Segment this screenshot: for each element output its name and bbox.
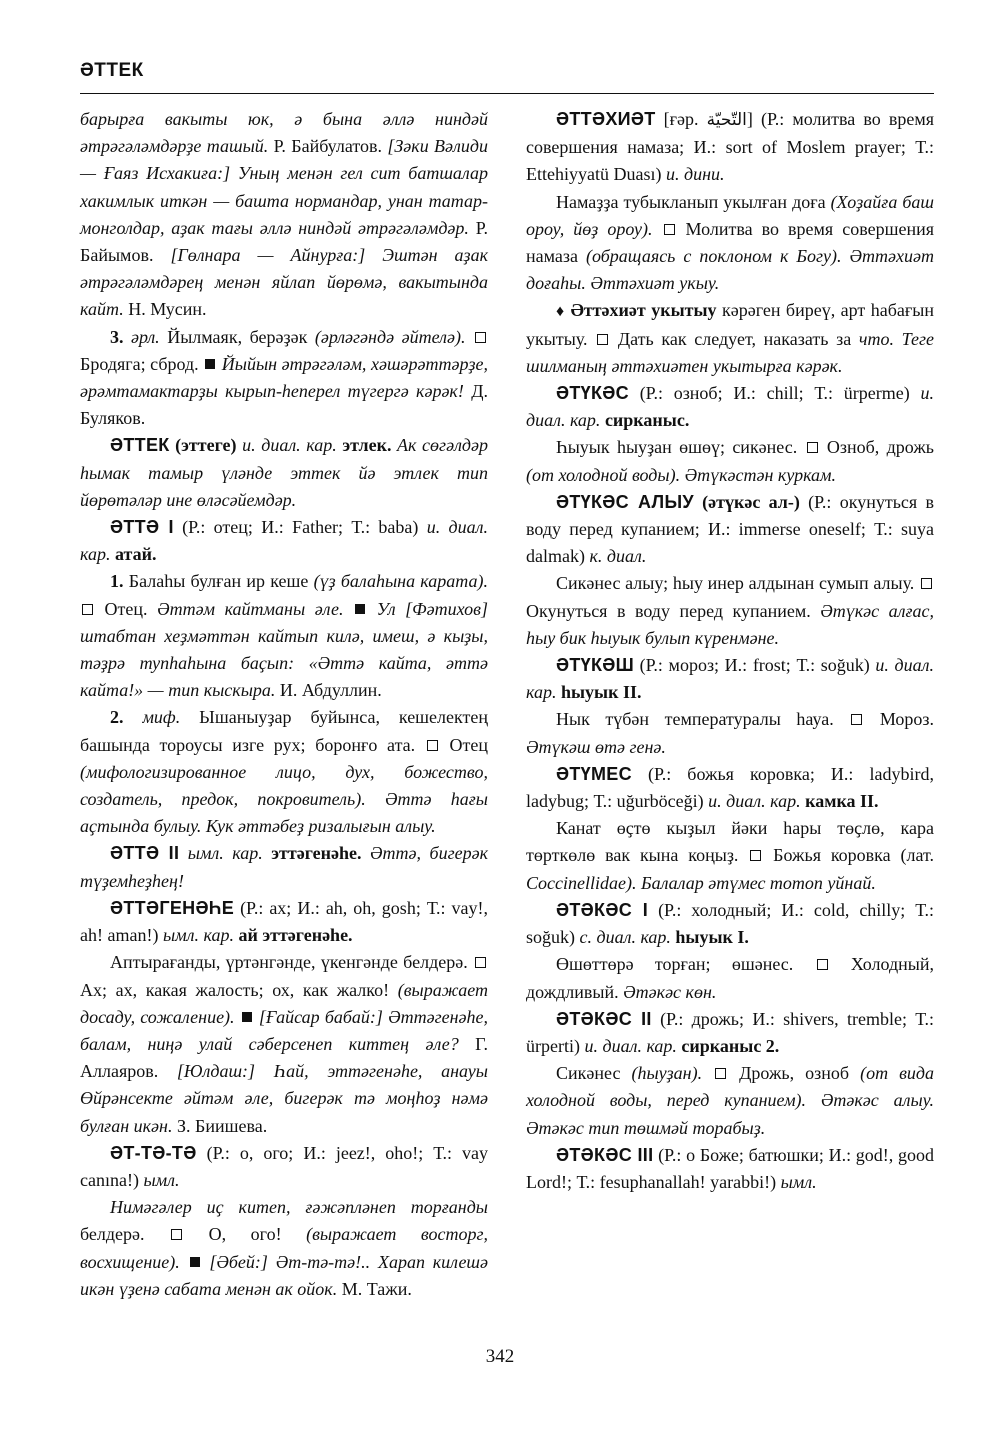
cross-reference: һыуык II. bbox=[556, 682, 642, 703]
entry-etukes bbox=[526, 380, 934, 434]
definition: Һыуык һыуҙан өшөү; сикәнес. bbox=[556, 437, 805, 458]
translations: ] (Р.: молитва во время совершения намаза; И.: sort of Moslem prayer; Т.: Ettehiyyatü Duası) bbox=[526, 109, 935, 185]
entry-etumes-body bbox=[526, 815, 934, 897]
headword: ӘТҮКӘС АЛЫУ bbox=[556, 491, 694, 512]
entry-ette-1 bbox=[80, 514, 488, 568]
example-marker-icon bbox=[242, 1012, 252, 1022]
translations: (Р.: дрожь; И.: shivers, tremble; Т.: ürperti) bbox=[526, 1008, 934, 1056]
entry-ettehiet bbox=[526, 106, 934, 189]
sense-2 bbox=[80, 704, 488, 840]
grammar-label: и. диал. кар. bbox=[236, 435, 337, 456]
russian-translation: Дрожь, озноб bbox=[728, 1063, 861, 1084]
grammar-label: и. диал. кар. bbox=[579, 1035, 677, 1056]
usage-note: (выражает досаду, сожаление). bbox=[80, 979, 488, 1027]
russian-translation: Ах; ах, какая жалость; ох, как жалко! bbox=[80, 979, 398, 1000]
headword: ӘТӘКӘС III bbox=[556, 1144, 654, 1165]
headword: ӘТТӘ II bbox=[110, 843, 180, 864]
phrase-ettehiet-ukytyu bbox=[526, 297, 934, 380]
example-text: что. Теге шилманың әттәхиәтен укытырға кәрәк. bbox=[526, 328, 935, 376]
example-text: [Әбей:] Әт-тә-тә!.. Харап килешә икән үҙенә сабата менән ак ойок. bbox=[80, 1251, 489, 1299]
russian-translation: О, ого! bbox=[184, 1224, 307, 1245]
entry-etukes-body bbox=[526, 434, 934, 488]
source-author: М. Тажи. bbox=[337, 1278, 412, 1299]
definition: Ышаныуҙар буйынса, кешелектең башында тороусы изге рух; боронғо ата. bbox=[80, 707, 489, 755]
translation-marker-icon bbox=[171, 1229, 182, 1240]
entry-etekes-1 bbox=[526, 897, 934, 951]
definition: белдерә. bbox=[80, 1224, 170, 1245]
source-author: Р. Байымов. bbox=[80, 217, 488, 266]
translations: (Р.: отец; И.: Father; Т.: baba) bbox=[173, 517, 419, 538]
example-marker-icon bbox=[205, 359, 215, 369]
phrase-headword: Әттәхиәт укытыу bbox=[565, 300, 717, 321]
definition: кәрәген биреү, арт һабағын укытыу. bbox=[526, 300, 934, 349]
example-text: Coccinellidae). Балалар әтүмес тотоп уйнай. bbox=[526, 872, 876, 893]
sense-number: 2. bbox=[110, 707, 143, 728]
headword-variant: (эттеге) bbox=[169, 435, 237, 456]
definition: Намаҙҙа тубыкланып укылған доға bbox=[556, 191, 831, 212]
phrase-diamond-icon: ♦ bbox=[556, 303, 566, 321]
grammar-label: ымл. кар. bbox=[179, 843, 263, 864]
entry-etukes-alyu bbox=[526, 489, 934, 571]
headword: ӘТТӘ I bbox=[110, 517, 174, 538]
right-column bbox=[526, 106, 934, 1196]
entry-et-te-te-body bbox=[80, 1194, 488, 1303]
cross-reference: эттәгенәһе. bbox=[262, 843, 362, 864]
entry-etekes-2 bbox=[526, 1006, 934, 1060]
source-author: З. Биишева. bbox=[172, 1115, 268, 1136]
source-author: И. Абдуллин. bbox=[275, 680, 382, 701]
translations: (Р.: мороз; И.: frost; Т.: soğuk) bbox=[634, 655, 870, 676]
entry-ette-2 bbox=[80, 840, 488, 894]
source-author: Н. Мусин. bbox=[123, 299, 207, 320]
source-author: Г. Аллаяров. bbox=[80, 1033, 488, 1082]
translation-marker-icon bbox=[807, 442, 818, 453]
running-head: ӘТТЕК bbox=[80, 60, 144, 81]
translations: (Р.: холодный; И.: cold, chilly; Т.: soğuk) bbox=[526, 899, 934, 948]
example-text: барырға вакыты юк, ә бына әллә ниндәй әтрәгәләмдәрҙе ташый. bbox=[80, 109, 488, 157]
translation-marker-icon bbox=[921, 578, 932, 589]
entry-etukes-alyu-body bbox=[526, 570, 934, 652]
entry-etekes-3 bbox=[526, 1142, 934, 1196]
translations: (Р.: о Боже; батюшки; И.: god!, good Lord!; Т.: fesuphanallah! yarabbi!) bbox=[526, 1144, 935, 1192]
example-text: Йыйын әтрәгәләм, хәшәрәттәрҙе, әрәмтамактарҙы кырып-һеперел түгергә кәрәк! bbox=[80, 353, 489, 402]
headword: ӘТӘКӘС II bbox=[556, 1008, 652, 1029]
russian-translation: Бродяга; сброд. bbox=[80, 353, 204, 374]
header-rule bbox=[80, 93, 934, 94]
example-text: (обращаясь с поклоном к Богу). Әттәхиәт доғаһы. Әттәхиәт укыу. bbox=[526, 246, 934, 294]
usage-note: (әрләгәндә әйтелә). bbox=[314, 326, 466, 347]
entry-etukesh bbox=[526, 652, 934, 706]
definition: Аптырағанды, үртәнгәнде, үкенгәнде белдерә. bbox=[110, 952, 473, 973]
headword: ӘТТЕК bbox=[110, 435, 170, 456]
grammar-label: әрл. bbox=[131, 326, 160, 347]
russian-translation: Божья коровка (лат. bbox=[763, 845, 934, 866]
example-marker-icon bbox=[190, 1257, 200, 1267]
translation-marker-icon bbox=[475, 957, 486, 968]
arabic-etymon: التّحيّة bbox=[706, 110, 747, 130]
entry-etekes-2-body bbox=[526, 1060, 934, 1142]
example-text: Әтәкәс көн. bbox=[623, 981, 717, 1002]
russian-translation: Окунуться в воду перед купанием. bbox=[526, 600, 821, 621]
example-text: Ак сөгәлдәр һымак тамыр үләнде эттек йә этлек тип йөрөтәләр ине өләсәйемдәр. bbox=[80, 435, 489, 510]
cross-reference: сирканыс. bbox=[600, 410, 690, 431]
definition: Йылмаяк, берәҙәк bbox=[159, 326, 315, 347]
cross-reference: этлек. bbox=[336, 435, 392, 456]
cross-reference: сирканыс 2. bbox=[676, 1035, 780, 1056]
entry-et-te-te bbox=[80, 1140, 488, 1194]
example-text: [Гөлнара — Айнурға:] Эштән аҙак әтрәгәләмдәрең менән яйлап йөрөмә, вакытында кайт. bbox=[80, 245, 488, 320]
example-text: [Ғайсар бабай:] Әттәгенәһе, балам, ниңә улай сәберсенеп киттең әле? bbox=[80, 1006, 489, 1054]
headword: ӘТҮКӘШ bbox=[556, 655, 635, 676]
definition: Канат өҫтө кыҙыл йәки һары төҫлө, кара төрткөлө вак кына коңыҙ. bbox=[526, 818, 934, 866]
headword-variant: (әтүкәс ал-) bbox=[693, 491, 800, 512]
left-column bbox=[80, 106, 488, 1303]
cross-reference: ай эттәгенәһе. bbox=[233, 925, 353, 946]
russian-translation: Отец bbox=[439, 734, 488, 755]
translation-marker-icon bbox=[597, 334, 608, 345]
translation-marker-icon bbox=[427, 740, 438, 751]
source-author: Д. Буляков. bbox=[80, 381, 488, 429]
entry-etekes-1-body bbox=[526, 951, 934, 1005]
entry-ettek bbox=[80, 432, 488, 514]
russian-translation: Озноб, дрожь bbox=[819, 437, 935, 458]
sense-number: 3. bbox=[110, 326, 132, 347]
example-marker-icon bbox=[355, 604, 365, 614]
usage-note: (үҙ балаһына карата). bbox=[313, 571, 488, 592]
example-text: (от вида холодной воды, перед купанием). Әтәкәс алыу. Әтәкәс тип төшмәй торабыҙ. bbox=[526, 1063, 935, 1138]
example-text: [Зәки Вәлиди — Ғаяз Исхакиға:] Уның менән гел сит батшалар хакимлык иткән — башта нормандар, унан татар-монголдар, аҙак тағы әллә ниндәй әтрәгәләмдәр. bbox=[80, 136, 488, 238]
russian-translation: Мороз. bbox=[864, 709, 935, 730]
grammar-label: и. диал. кар. bbox=[703, 791, 801, 812]
grammar-label: и. диал. кар. bbox=[526, 655, 934, 703]
russian-translation: Отец. bbox=[95, 598, 158, 619]
definition: Балаһы булған ир кеше bbox=[128, 571, 314, 592]
grammar-label: и. дини. bbox=[661, 164, 725, 185]
definition: Нимәгәлер иҫ китеп, ғәжәпләнеп торғанды bbox=[110, 1197, 488, 1218]
translations: (Р.: о, ого; И.: jeez!, oho!; Т.: vay canına!) bbox=[80, 1142, 488, 1190]
translation-marker-icon bbox=[817, 959, 828, 970]
page-number: 342 bbox=[485, 1346, 515, 1367]
headword: ӘТ-ТӘ-ТӘ bbox=[110, 1142, 197, 1163]
headword: ӘТҮКӘС bbox=[556, 383, 629, 404]
usage-note: (Хоҙайға баш ороу, йөҙ ороу). bbox=[526, 191, 934, 239]
russian-translation: Дать как следует, наказать за bbox=[610, 328, 859, 349]
example-text: [Юлдаш:] Һай, эттәгенәһе, анауы Өйрәнсекте әйтәм әле, бигерәк тә моңһоҙ нәмә булған икән. bbox=[80, 1061, 488, 1136]
definition: Сикәнес алыу; һыу инер алдынан сумып алыу. bbox=[556, 573, 919, 594]
translations: (Р.: озноб; И.: chill; Т.: ürperme) bbox=[628, 383, 910, 404]
cross-reference: атай. bbox=[110, 544, 157, 565]
translation-marker-icon bbox=[664, 224, 675, 235]
sense-3 bbox=[80, 324, 488, 433]
translations: (Р.: ах; И.: ah, oh, gosh; Т.: vay!, ah! aman!) bbox=[80, 897, 488, 946]
definition: Сикәнес bbox=[556, 1063, 632, 1084]
entry-etukesh-body bbox=[526, 706, 934, 760]
etymology: [ғәр. bbox=[655, 109, 699, 129]
headword: ӘТҮМЕС bbox=[556, 763, 632, 784]
example-text: Әтүкәш өтә генә. bbox=[526, 736, 666, 757]
entry-etumes bbox=[526, 761, 934, 815]
grammar-label: миф. bbox=[142, 707, 181, 728]
grammar-label: ымл. кар. bbox=[158, 925, 234, 946]
translation-marker-icon bbox=[475, 332, 486, 343]
headword: ӘТТӘХИӘТ bbox=[556, 109, 656, 129]
entry-ettegenehe-body bbox=[80, 949, 488, 1139]
usage-note: (выражает восторг, восхищение). bbox=[80, 1224, 489, 1272]
grammar-label: с. диал. кар. bbox=[575, 927, 671, 948]
example-text: Әттәм кайтманы әле. bbox=[157, 598, 344, 619]
translations: (Р.: божья коровка; И.: ladybird, ladybug; Т.: uğurböceği) bbox=[526, 763, 934, 812]
entry-ettegenehe bbox=[80, 895, 488, 949]
grammar-label: и. диал. кар. bbox=[80, 517, 488, 565]
grammar-label: и. диал. кар. bbox=[526, 383, 934, 431]
example-text: Әтүкәс алғас, һыу бик һыуык булып күренмәне. bbox=[526, 600, 934, 648]
headword: ӘТТӘГЕНӘҺЕ bbox=[110, 897, 235, 918]
example-text: Әттә, бигерәк түҙемһеҙһең! bbox=[80, 843, 488, 891]
russian-translation: Холодный, дождливый. bbox=[526, 954, 935, 1002]
usage-note: (һыуҙан). bbox=[631, 1063, 703, 1084]
translation-marker-icon bbox=[715, 1068, 726, 1079]
entry-continuation bbox=[80, 106, 488, 324]
sense-number: 1. bbox=[110, 571, 129, 592]
grammar-label: ымл. bbox=[138, 1169, 180, 1190]
definition: Өшөттөрә торған; өшәнес. bbox=[556, 954, 815, 975]
cross-reference: һыуык I. bbox=[670, 927, 749, 948]
cross-reference: камка II. bbox=[800, 791, 879, 812]
translation-marker-icon bbox=[851, 714, 862, 725]
grammar-label: ымл. bbox=[776, 1171, 817, 1192]
translations: (Р.: окунуться в воду перед купанием; И.: immerse oneself; Т.: suya dalmak) bbox=[526, 491, 934, 567]
translation-marker-icon bbox=[750, 850, 761, 861]
russian-translation: Молитва во время совершения намаза bbox=[526, 218, 934, 267]
example-text: (от холодной воды). Әтүкәстән куркам. bbox=[526, 464, 837, 485]
sense-1 bbox=[80, 568, 488, 704]
definition: Нык түбән температуралы һауа. bbox=[556, 709, 850, 730]
grammar-label: к. диал. bbox=[584, 546, 647, 567]
headword: ӘТӘКӘС I bbox=[556, 899, 649, 920]
entry-ettehiet-body bbox=[526, 189, 934, 298]
example-text: Ул [Фәтихов] штабтан хеҙмәттән кайтып килә, имеш, ә кыҙы, тәҙрә тупһаһына баҫып: «Әттә кайта, әттә кайта!» — тип кыскыра. bbox=[80, 598, 488, 701]
translation-marker-icon bbox=[82, 604, 93, 615]
source-author: Р. Байбулатов. bbox=[268, 136, 388, 157]
example-text: (мифологизированное лицо, дух, божество, создатель, предок, покровитель). Әттә һағы аҫтында булыу. Кук әттәбеҙ ризалығын алыу. bbox=[80, 761, 488, 837]
